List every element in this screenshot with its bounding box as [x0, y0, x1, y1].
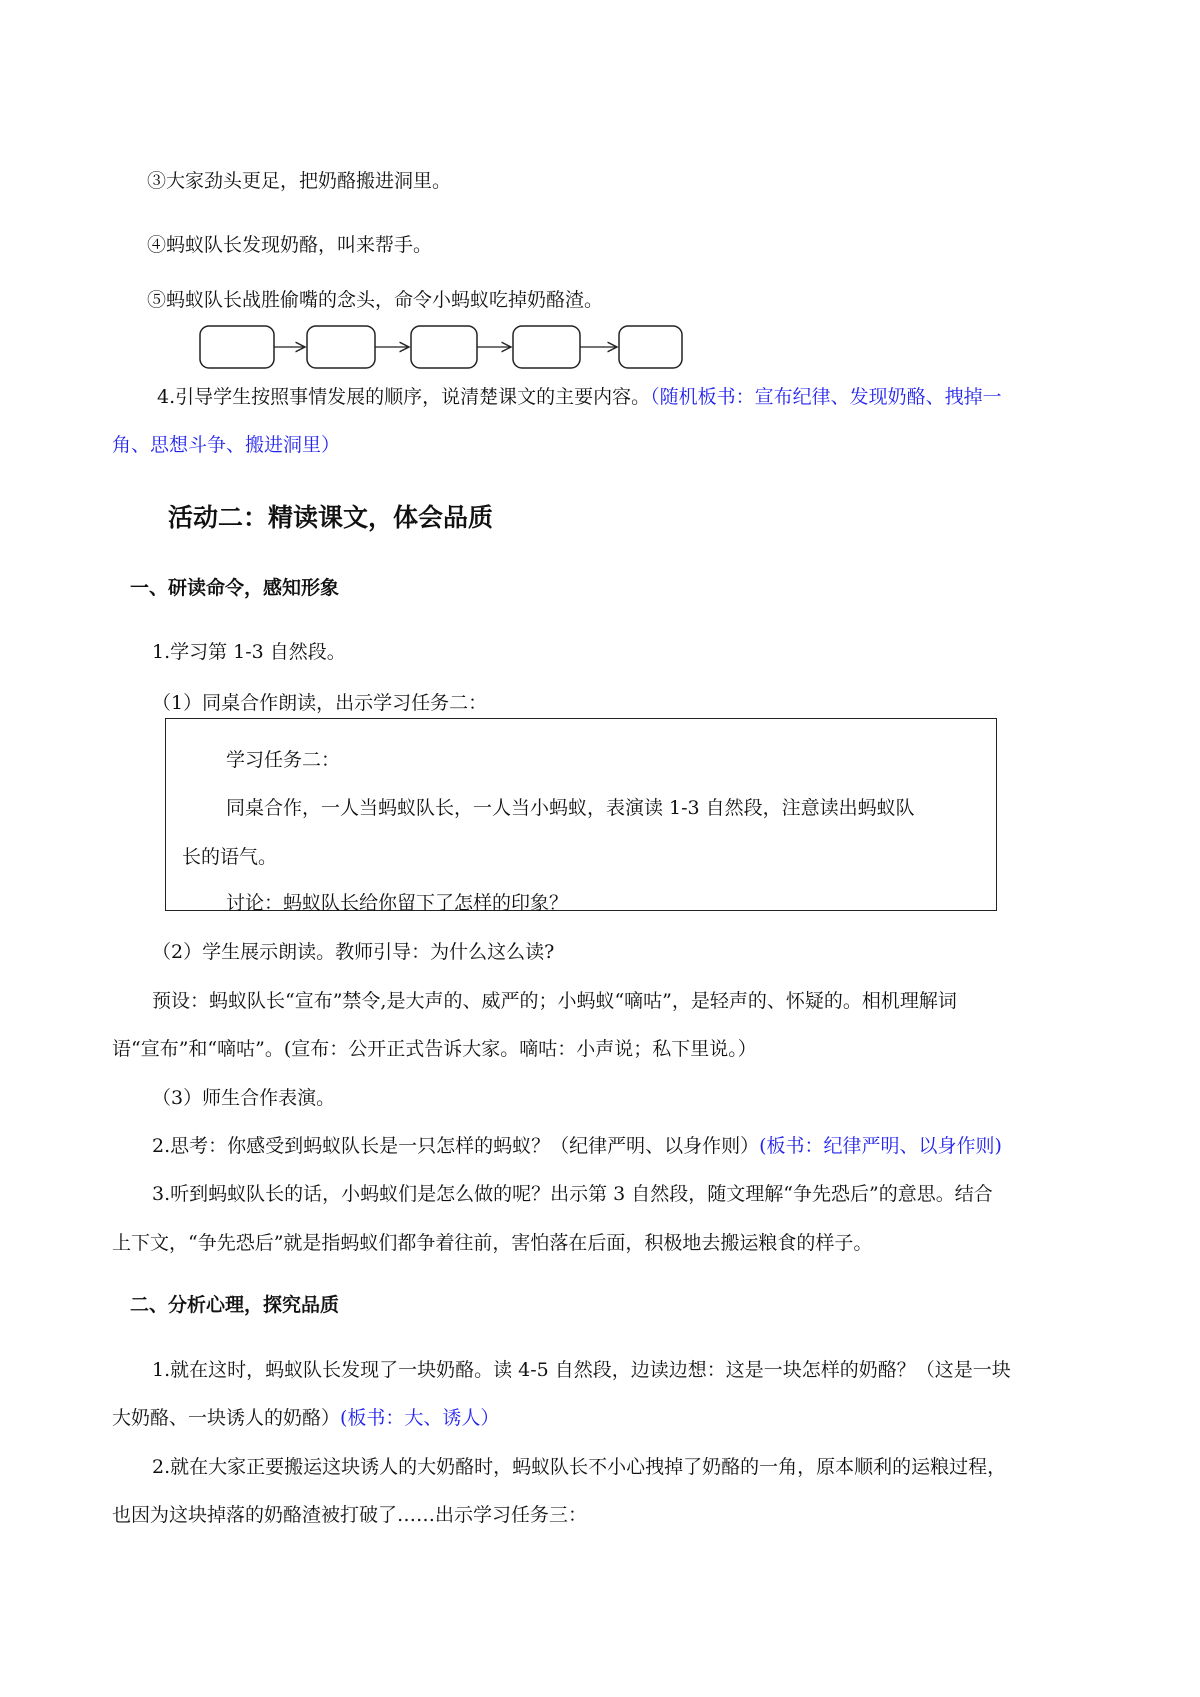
flow-box-2[interactable]: [307, 326, 375, 368]
section-one-heading: 一、研读命令，感知形象: [130, 577, 340, 599]
section-two-heading: 二、分析心理，探究品质: [130, 1294, 340, 1316]
flow-box-4[interactable]: [513, 326, 580, 368]
activity-two-title: 活动二：精读课文，体会品质: [168, 503, 494, 532]
sequence-item-3: ③大家劲头更足，把奶酪搬进洞里。: [147, 170, 452, 192]
section-two-p1-line2: [112, 1403, 499, 1430]
flow-box-3[interactable]: [411, 326, 477, 368]
section-one-p7-line2: 上下文，“争先恐后”就是指蚂蚁们都争着往前，害怕落在后面，积极地去搬运粮食的样子。: [112, 1232, 873, 1254]
section-one-p5: （3）师生合作表演。: [152, 1087, 336, 1109]
guide-paragraph-4: [157, 382, 1002, 409]
task-two-line2: 长的语气。: [182, 846, 278, 868]
section-one-p2: （1）同桌合作朗读，出示学习任务二：: [152, 692, 488, 714]
p1-line2-text: 大奶酪、一块诱人的奶酪）: [112, 1407, 341, 1429]
p1-board-note: (板书：大、诱人）: [340, 1407, 500, 1429]
sequence-flow-diagram: [0, 0, 1200, 380]
task-two-title: 学习任务二：: [226, 749, 341, 771]
section-two-p2-line2: 也因为这块掉落的奶酪渣被打破了……出示学习任务三：: [112, 1504, 588, 1526]
guide-text: 4.引导学生按照事情发展的顺序，说清楚课文的主要内容。: [157, 386, 651, 408]
section-one-p3: （2）学生展示朗读。教师引导：为什么这么读?: [152, 941, 555, 963]
p6-text: 2.思考：你感受到蚂蚁队长是一只怎样的蚂蚁？（纪律严明、以身作则）: [152, 1135, 760, 1157]
section-one-p1: 1.学习第 1-3 自然段。: [152, 641, 346, 663]
section-one-p6: [152, 1131, 1002, 1158]
flow-box-5[interactable]: [619, 326, 682, 368]
section-two-p1-line1: 1.就在这时，蚂蚁队长发现了一块奶酪。读 4-5 自然段，边读边想：这是一块怎样的奶酪？（这是一块: [152, 1359, 1011, 1381]
section-one-p4-line2: 语“宣布”和“嘀咕”。(宣布：公开正式告诉大家。嘀咕：小声说；私下里说。）: [112, 1038, 757, 1060]
sequence-item-4: ④蚂蚁队长发现奶酪，叫来帮手。: [147, 234, 433, 256]
task-two-line1: 同桌合作，一人当蚂蚁队长，一人当小蚂蚁，表演读 1-3 自然段，注意读出蚂蚁队: [226, 797, 915, 819]
board-note: （随机板书：宣布纪律、发现奶酪、拽掉一: [650, 386, 1002, 408]
flow-box-1[interactable]: [200, 326, 274, 368]
section-one-p4-line1: 预设：蚂蚁队长“宣布”禁令,是大声的、威严的；小蚂蚁“嘀咕”，是轻声的、怀疑的。相机理解词: [152, 990, 957, 1012]
section-two-p2-line1: 2.就在大家正要搬运这块诱人的大奶酪时，蚂蚁队长不小心拽掉了奶酪的一角，原本顺利的运粮过程，: [152, 1456, 1007, 1478]
board-note-continued: 角、思想斗争、搬进洞里）: [112, 434, 341, 456]
sequence-item-5: ⑤蚂蚁队长战胜偷嘴的念头，命令小蚂蚁吃掉奶酪渣。: [147, 289, 604, 311]
p6-board-note: (板书：纪律严明、以身作则): [759, 1135, 1002, 1157]
task-two-discussion: 讨论：蚂蚁队长给你留下了怎样的印象？: [226, 892, 569, 914]
section-one-p7-line1: 3.听到蚂蚁队长的话，小蚂蚁们是怎么做的呢？出示第 3 自然段，随文理解“争先恐后”的意思。结合: [152, 1183, 993, 1205]
